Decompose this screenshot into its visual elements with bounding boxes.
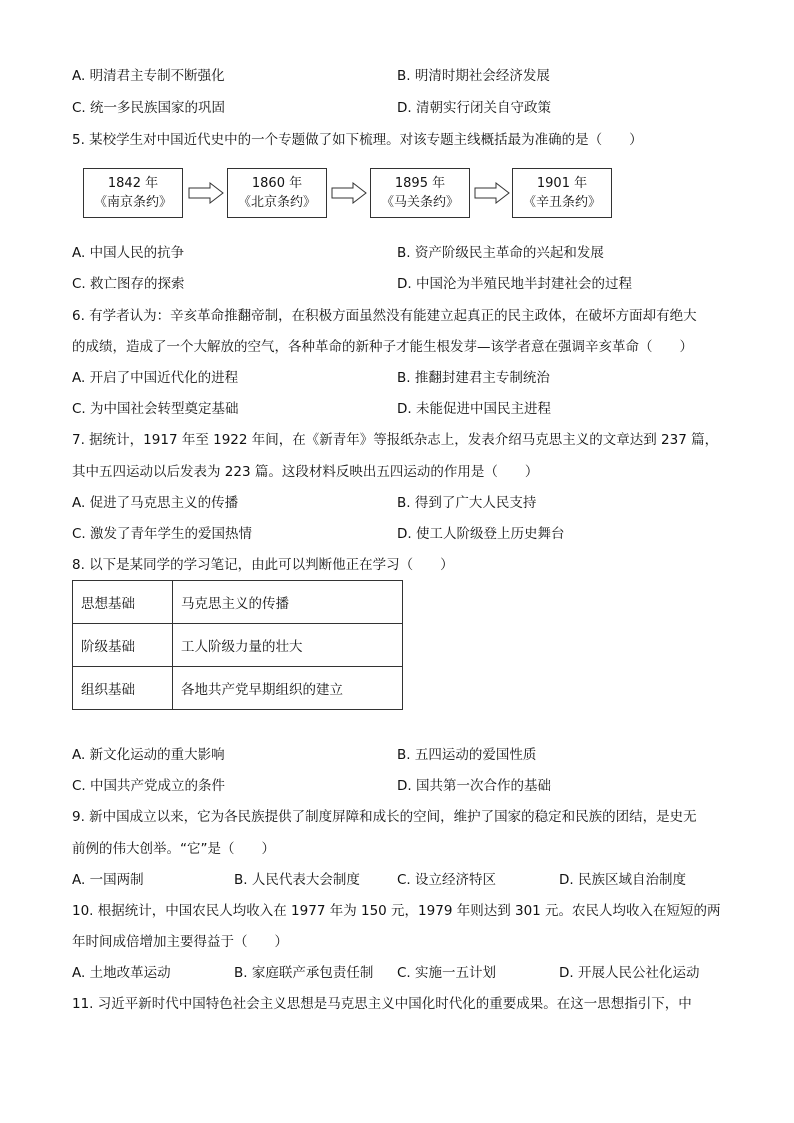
- q10-stem-line1: 10. 根据统计，中国农民人均收入在 1977 年为 150 元，1979 年则达到 301 元。农民人均收入在短短的两: [72, 903, 721, 919]
- q6-option-c: C. 为中国社会转型奠定基础: [72, 401, 239, 417]
- q10-option-b: B. 家庭联产承包责任制: [234, 965, 374, 981]
- q7-stem-line2: 其中五四运动以后发表为 223 篇。这段材料反映出五四运动的作用是（ ）: [72, 464, 539, 480]
- flow-treaty: 《辛丑条约》: [522, 195, 601, 210]
- table-cell-value: 工人阶级力量的壮大: [173, 624, 403, 667]
- q11-stem-line1: 11. 习近平新时代中国特色社会主义思想是马克思主义中国化时代化的重要成果。在这一思想指引下，中: [72, 996, 692, 1012]
- q8-option-b: B. 五四运动的爱国性质: [397, 747, 537, 763]
- q6-stem-line2: 的成绩，造成了一个大解放的空气，各种革命的新种子才能生根发芽—该学者意在强调辛亥革命（ ）: [72, 339, 693, 355]
- table-cell-key: 组织基础: [73, 667, 173, 710]
- q7-option-c: C. 激发了青年学生的爱国热情: [72, 526, 253, 542]
- q5-option-d: D. 中国沦为半殖民地半封建社会的过程: [397, 276, 632, 292]
- flow-year: 1901 年: [536, 176, 588, 191]
- table-cell-key: 阶级基础: [73, 624, 173, 667]
- q5-option-b: B. 资产阶级民主革命的兴起和发展: [397, 245, 604, 261]
- q8-option-a: A. 新文化运动的重大影响: [72, 747, 225, 763]
- flow-treaty: 《马关条约》: [380, 195, 459, 210]
- q10-option-d: D. 开展人民公社化运动: [559, 965, 700, 981]
- q6-option-b: B. 推翻封建君主专制统治: [397, 370, 550, 386]
- q8-stem: 8. 以下是某同学的学习笔记，由此可以判断他正在学习（ ）: [72, 557, 454, 573]
- q7-option-a: A. 促进了马克思主义的传播: [72, 495, 239, 511]
- arrow-right-icon: [474, 182, 510, 204]
- flow-year: 1895 年: [394, 176, 446, 191]
- table-row: [73, 624, 403, 667]
- flow-box-1901: [512, 168, 612, 218]
- flow-box-1895: [370, 168, 470, 218]
- table-cell-value: 各地共产党早期组织的建立: [173, 667, 403, 710]
- arrow-right-icon: [331, 182, 367, 204]
- q6-option-a: A. 开启了中国近代化的进程: [72, 370, 239, 386]
- q7-option-b: B. 得到了广大人民支持: [397, 495, 537, 511]
- study-notes-table: [72, 580, 403, 710]
- q10-option-a: A. 土地改革运动: [72, 965, 171, 981]
- q5-option-a: A. 中国人民的抗争: [72, 245, 185, 261]
- q4-option-c: C. 统一多民族国家的巩固: [72, 100, 226, 116]
- q7-stem-line1: 7. 据统计，1917 年至 1922 年间，在《新青年》等报纸杂志上，发表介绍马克思主义的文章达到 237 篇，: [72, 432, 719, 448]
- flow-treaty: 《南京条约》: [93, 195, 172, 210]
- q9-option-c: C. 设立经济特区: [397, 872, 497, 888]
- q9-option-a: A. 一国两制: [72, 872, 144, 888]
- table-cell-key: 思想基础: [73, 581, 173, 624]
- flow-box-1860: [227, 168, 327, 218]
- table-row: [73, 581, 403, 624]
- q5-stem: 5. 某校学生对中国近代史中的一个专题做了如下梳理。对该专题主线概括最为准确的是（ ）: [72, 132, 643, 148]
- q7-option-d: D. 使工人阶级登上历史舞台: [397, 526, 565, 542]
- flow-box-1842: [83, 168, 183, 218]
- q9-stem-line1: 9. 新中国成立以来，它为各民族提供了制度屏障和成长的空间，维护了国家的稳定和民族的团结，是史无: [72, 809, 697, 825]
- q8-option-c: C. 中国共产党成立的条件: [72, 778, 226, 794]
- flow-year: 1842 年: [107, 176, 159, 191]
- q9-stem-line2: 前例的伟大创举。“它”是（ ）: [72, 841, 275, 857]
- arrow-right-icon: [188, 182, 224, 204]
- q10-stem-line2: 年时间成倍增加主要得益于（ ）: [72, 934, 288, 950]
- q4-option-a: A. 明清君主专制不断强化: [72, 68, 225, 84]
- flow-year: 1860 年: [251, 176, 303, 191]
- q6-stem-line1: 6. 有学者认为：辛亥革命推翻帝制，在积极方面虽然没有能建立起真正的民主政体，在破坏方面却有绝大: [72, 308, 697, 324]
- q6-option-d: D. 未能促进中国民主进程: [397, 401, 551, 417]
- q8-option-d: D. 国共第一次合作的基础: [397, 778, 551, 794]
- q9-option-d: D. 民族区域自治制度: [559, 872, 686, 888]
- q10-option-c: C. 实施一五计划: [397, 965, 497, 981]
- q9-option-b: B. 人民代表大会制度: [234, 872, 360, 888]
- table-row: [73, 667, 403, 710]
- q4-option-d: D. 清朝实行闭关自守政策: [397, 100, 551, 116]
- flow-treaty: 《北京条约》: [237, 195, 316, 210]
- table-cell-value: 马克思主义的传播: [173, 581, 403, 624]
- q5-option-c: C. 救亡图存的探索: [72, 276, 185, 292]
- q4-option-b: B. 明清时期社会经济发展: [397, 68, 550, 84]
